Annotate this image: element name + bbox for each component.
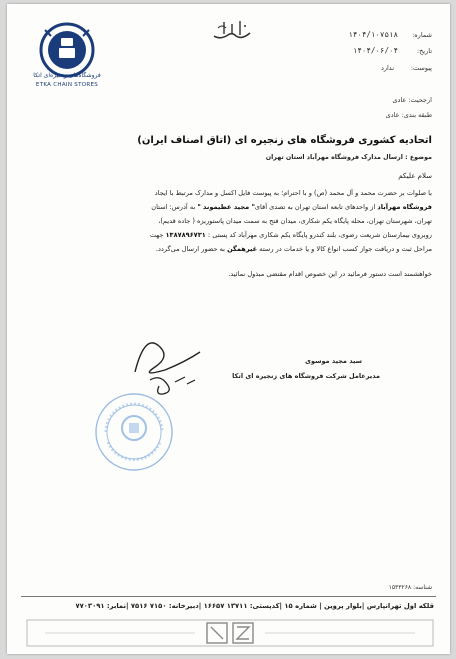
body-line-3: تهران، شهرستان تهران، محله پایگاه یکم شکاری، میدان فتح به سمت میدان پاستوریزه ( جاده قدیم)، (158, 217, 432, 225)
body-line-2: فروشگاه مهرآباد از واحدهای تابعه استان تهران به تصدی آقای" مجید عظیموند " به آدرس: استان (151, 203, 432, 211)
logo-text-en: ETKA CHAIN STORES (35, 82, 99, 88)
company-stamp (92, 390, 176, 474)
date-label: تاریخ: (416, 47, 432, 55)
letter-body (24, 186, 432, 256)
number-label: شماره: (412, 31, 432, 39)
footer-logo-pattern (25, 617, 435, 649)
footer-divider (21, 596, 436, 597)
footer-address: قلکه اول تهرانپارس |بلوار پروین | شماره ۱۵ |کدپستی: ۱۳۷۱۱ ۱۶۶۵۷ |دبیرخانه: ۷۱۵۰ ۷۵۱۶ |نمابر: ۷۷۰۳۰۹۱ (75, 602, 434, 610)
postal-code: ۱۳۸۷۸۹۶۷۳۱ (165, 231, 206, 239)
store-name: فروشگاه مهرآباد (377, 203, 432, 211)
manager-name: " مجید عظیموند " (197, 203, 255, 211)
body-line-4: روبروی بیمارستان شریعت رضوی، بلند کندرو پایگاه یکم شکاری مهرآباد کد پستی : ۱۳۸۷۸۹۶۷۳۱ جهت (149, 231, 432, 239)
signer-title: مدیرعامل شرکت فروشگاه های زنجیره ای اتکا (232, 372, 380, 380)
closing-line: خواهشمند است دستور فرمائید در این خصوص اقدام مقتضی مبذول نمائید. (228, 270, 432, 278)
greeting: سلام علیکم (398, 172, 432, 180)
body-line-5: مراحل ثبت و دریافت جواز کسب انواع کالا و یا خدمات در رسته غیرهمگن به حضور ارسال می‌گردد. (155, 245, 432, 253)
registration-number: شناسه: ۱۵۳۳۲۶۸ (388, 584, 432, 591)
basmala-calligraphy (210, 16, 256, 44)
recipient: اتحادیه کشوری فروشگاه های زنجیره ای (اتاق اصناف ایران) (137, 135, 432, 146)
signer-name: سید مجید موسوی (305, 357, 362, 365)
attachment-label: پیوست: (410, 64, 432, 72)
classification: طبقه بندی: عادی (385, 111, 432, 119)
date-value: ۱۴۰۴/۰۶/۰۴ (352, 46, 398, 55)
attachment-value: ندارد (380, 64, 394, 72)
category: غیرهمگن (227, 245, 258, 253)
body-line-1: با صلوات بر حضرت محمد و آل محمد (ص) و با احترام؛ به پیوست فایل اکسل و مدارک مرتبط با ایجاد (154, 189, 432, 197)
urgency: ارجحیت: عادی (392, 96, 432, 104)
logo-text-fa: فروشگاه‌های زنجیره‌ای اتکا (33, 72, 101, 79)
number-value: ۱۴۰۴/۱۰۷۵۱۸ (348, 30, 398, 39)
letter-page (7, 4, 450, 654)
subject: موضوع : ارسال مدارک فروشگاه مهرآباد استان تهران (265, 154, 432, 161)
